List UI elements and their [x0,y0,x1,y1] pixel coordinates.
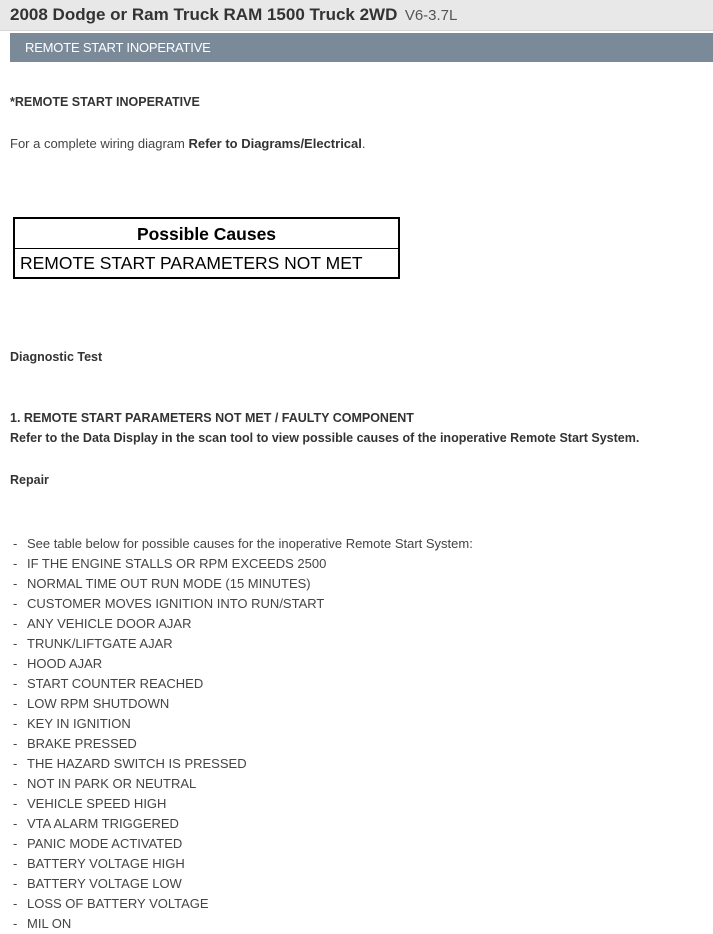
list-item-text: IF THE ENGINE STALLS OR RPM EXCEEDS 2500 [27,556,327,571]
list-bullet: - [13,836,18,851]
list-item-text: KEY IN IGNITION [27,716,131,731]
list-item-text: See table below for possible causes for the inoperative Remote Start System: [27,536,473,551]
step-instruction: Refer to the Data Display in the scan tool to view possible causes of the inoperative Remote Start System. [10,431,640,445]
list-bullet: - [13,716,18,731]
list-bullet: - [13,576,18,591]
section-title-bar: REMOTE START INOPERATIVE [10,33,713,62]
list-bullet: - [13,736,18,751]
list-item [10,814,473,834]
wiring-note-prefix: For a complete wiring diagram [10,136,189,151]
table-header-row [14,218,399,249]
repair-heading: Repair [10,473,49,487]
vehicle-title: 2008 Dodge or Ram Truck RAM 1500 Truck 2WD [10,5,398,24]
possible-causes-table [13,217,400,279]
list-item-text: VEHICLE SPEED HIGH [27,796,167,811]
list-item-text: START COUNTER REACHED [27,676,204,691]
list-bullet: - [13,876,18,891]
list-bullet: - [13,616,18,631]
list-item-text: LOSS OF BATTERY VOLTAGE [27,896,209,911]
list-item [10,854,473,874]
list-item [10,674,473,694]
list-bullet: - [13,676,18,691]
list-item [10,794,473,814]
list-item [10,634,473,654]
list-item-text: HOOD AJAR [27,656,103,671]
wiring-note-suffix: . [361,136,366,151]
list-bullet: - [13,796,18,811]
list-item-text: BRAKE PRESSED [27,736,137,751]
page-header [0,0,713,31]
list-item [10,694,473,714]
list-item [10,534,473,554]
list-bullet: - [13,776,18,791]
list-item [10,834,473,854]
list-bullet: - [13,816,18,831]
list-item [10,614,473,634]
list-bullet: - [13,636,18,651]
list-bullet: - [13,656,18,671]
list-bullet: - [13,856,18,871]
list-item-text: ANY VEHICLE DOOR AJAR [27,616,192,631]
list-item-text: NOT IN PARK OR NEUTRAL [27,776,197,791]
table-row [14,249,399,279]
list-item [10,594,473,614]
document-title: *REMOTE START INOPERATIVE [10,95,200,109]
repair-list [10,534,473,934]
list-item-text: THE HAZARD SWITCH IS PRESSED [27,756,247,771]
list-item [10,714,473,734]
diagnostic-test-heading: Diagnostic Test [10,350,103,364]
list-item [10,914,473,934]
table-cell: REMOTE START PARAMETERS NOT MET [20,253,363,273]
list-item [10,774,473,794]
step-heading: 1. REMOTE START PARAMETERS NOT MET / FAULTY COMPONENT [10,411,414,425]
wiring-diagram-note [10,136,366,151]
list-item [10,734,473,754]
list-bullet: - [13,896,18,911]
list-item [10,654,473,674]
list-item-text: LOW RPM SHUTDOWN [27,696,170,711]
list-item-text: BATTERY VOLTAGE LOW [27,876,182,891]
engine-label: V6-3.7L [404,7,458,24]
list-item-text: PANIC MODE ACTIVATED [27,836,183,851]
list-item-text: VTA ALARM TRIGGERED [27,816,179,831]
table-header-cell: Possible Causes [14,218,399,249]
list-item [10,554,473,574]
list-item-text: NORMAL TIME OUT RUN MODE (15 MINUTES) [27,576,311,591]
list-item-text: MIL ON [27,916,72,931]
list-bullet: - [13,916,18,931]
list-bullet: - [13,756,18,771]
list-item [10,894,473,914]
list-item [10,574,473,594]
wiring-diagram-link[interactable]: Refer to Diagrams/Electrical [188,136,362,151]
list-item-text: TRUNK/LIFTGATE AJAR [27,636,173,651]
list-item-text: BATTERY VOLTAGE HIGH [27,856,185,871]
list-bullet: - [13,556,18,571]
list-bullet: - [13,536,18,551]
list-item-text: CUSTOMER MOVES IGNITION INTO RUN/START [27,596,325,611]
list-bullet: - [13,596,18,611]
list-item [10,874,473,894]
list-bullet: - [13,696,18,711]
list-item [10,754,473,774]
